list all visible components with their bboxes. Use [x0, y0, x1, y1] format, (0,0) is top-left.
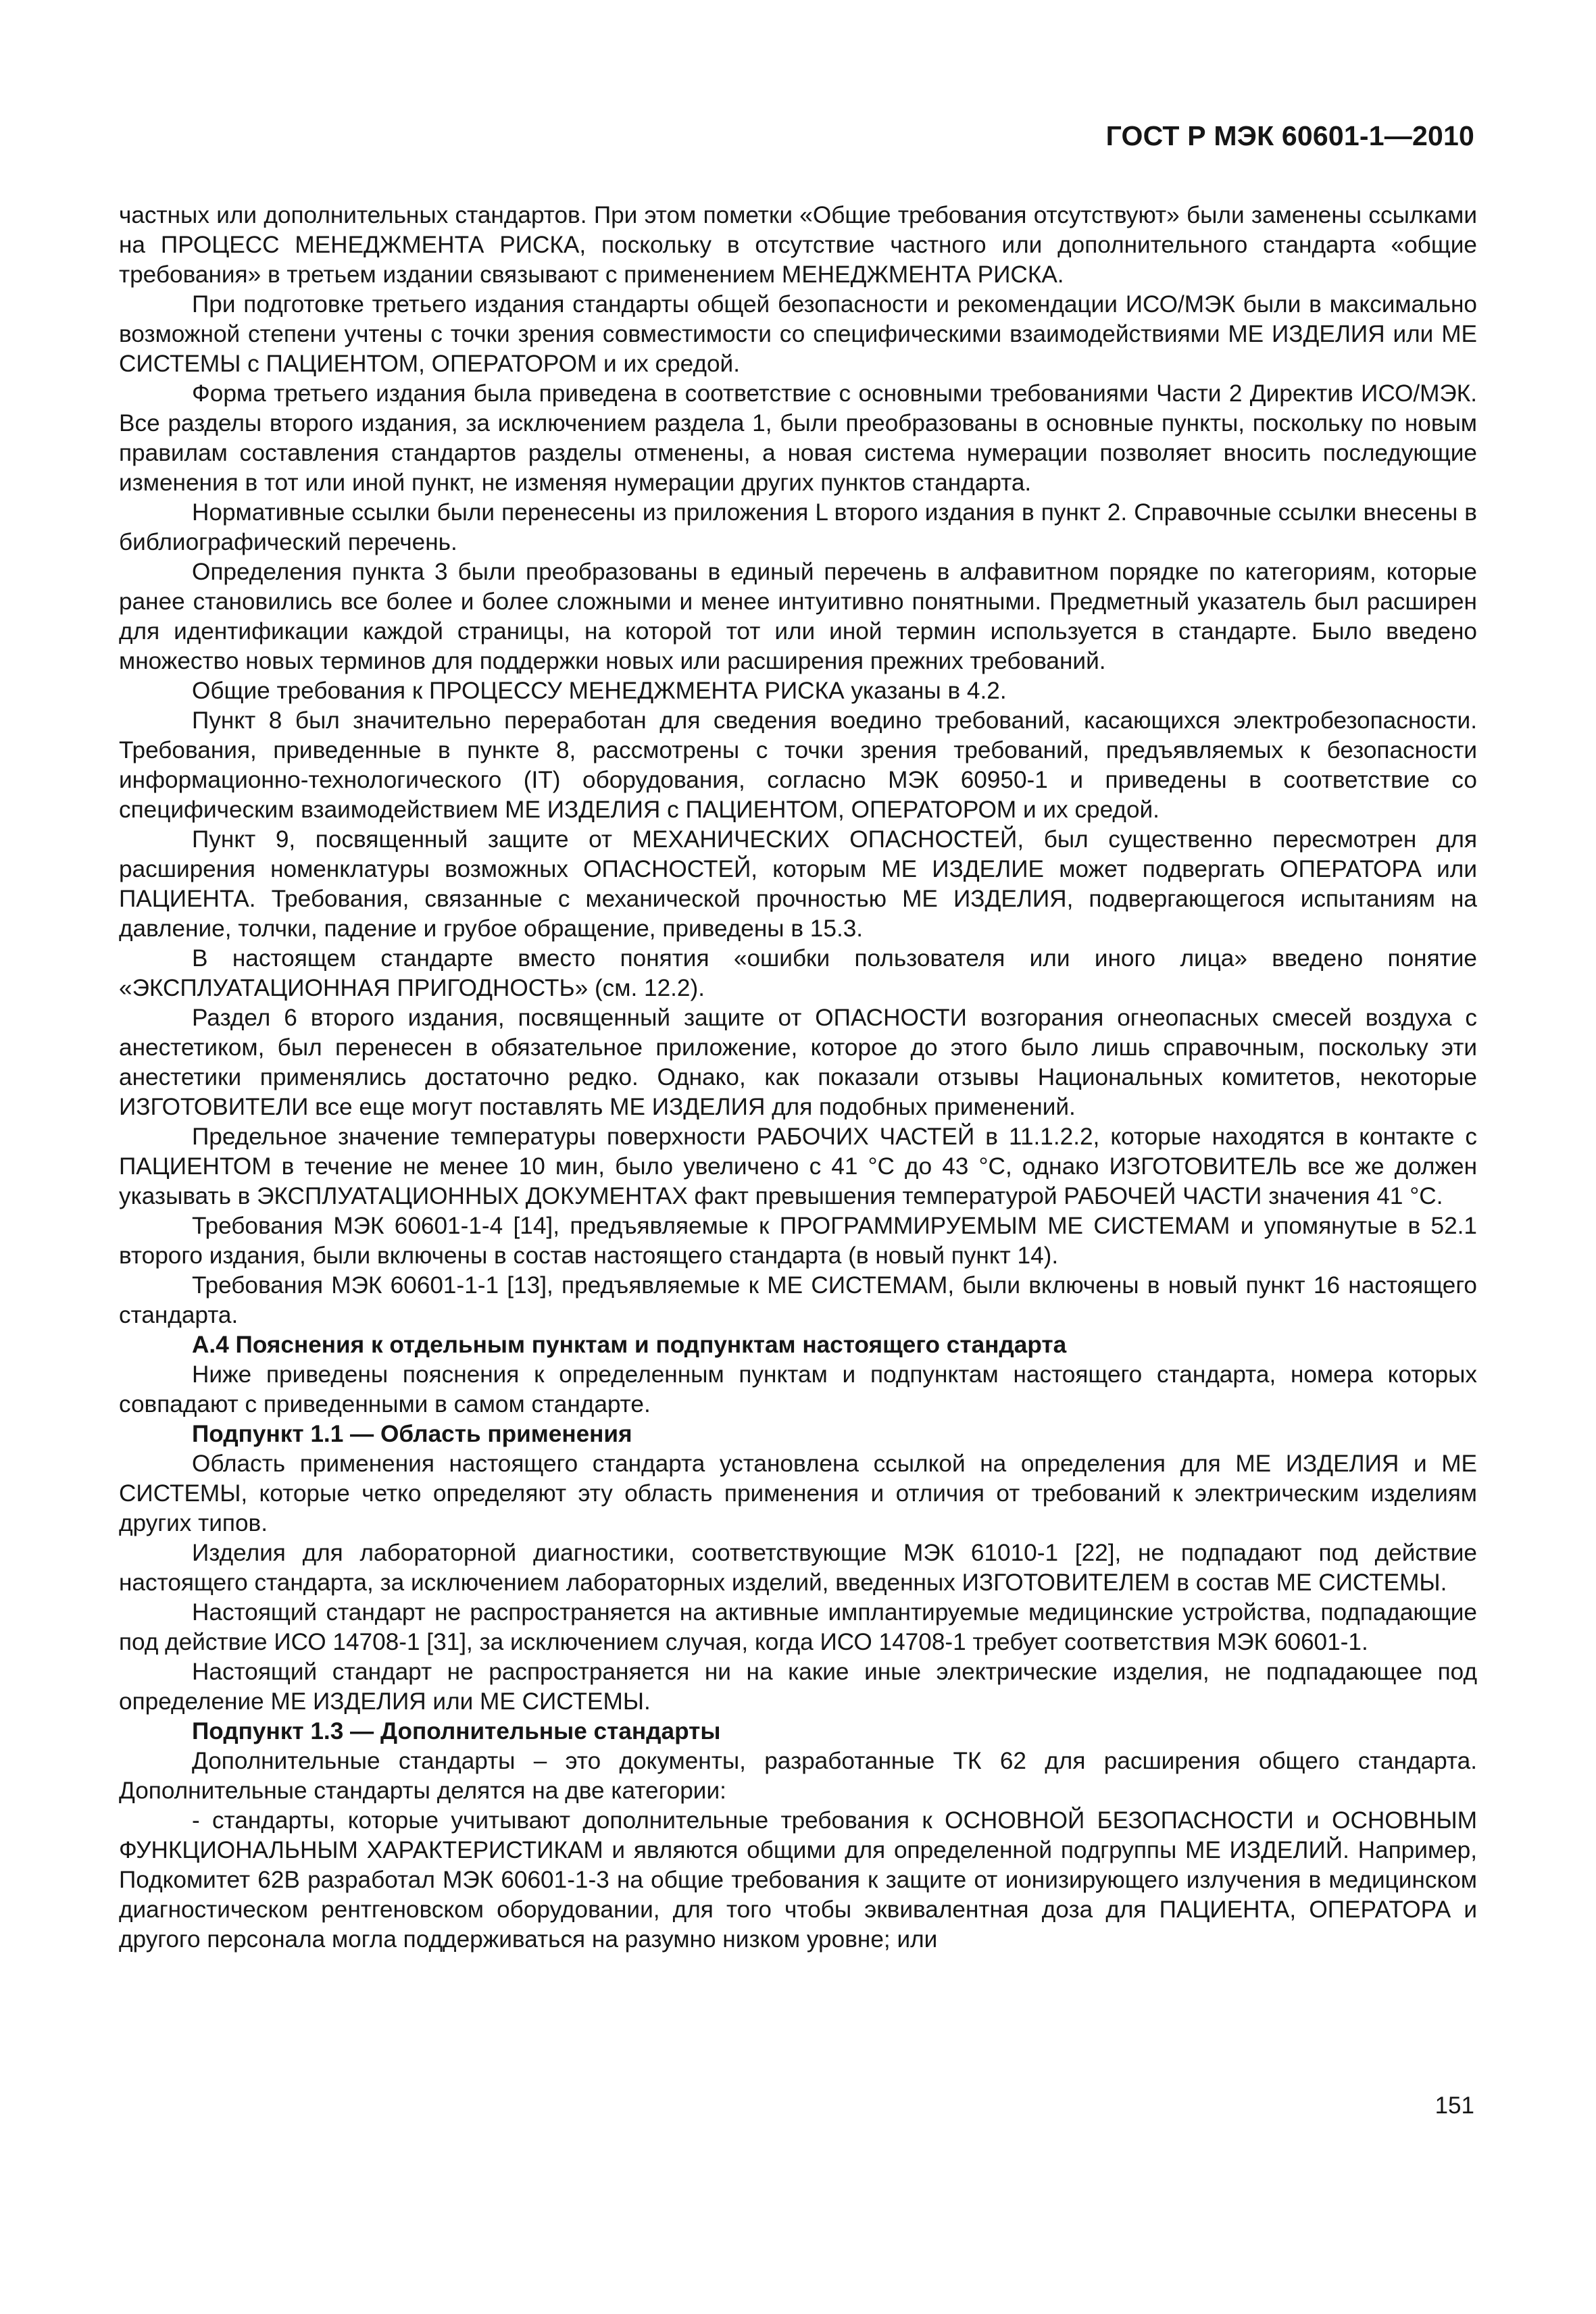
- paragraph: Определения пункта 3 были преобразованы в единый перечень в алфавитном порядке по категориям, которые ранее становились все более и более сложными и менее интуитивно понятными. Предметный указатель был расширен для идентификации каждой страницы, на которой тот или иной термин используется в стандарте. Было введено множество новых терминов для поддержки новых или расширения прежних требований.: [119, 559, 1477, 674]
- paragraph: При подготовке третьего издания стандарты общей безопасности и рекомендации ИСО/МЭК были в максимально возможной степени учтены с точки зрения совместимости со специфическими взаимодействиями МЕ ИЗДЕЛИЯ или МЕ СИСТЕМЫ с ПАЦИЕНТОМ, ОПЕРАТОРОМ и их средой.: [119, 291, 1477, 377]
- paragraph: В настоящем стандарте вместо понятия «ошибки пользователя или иного лица» введено понятие «ЭКСПЛУАТАЦИОННАЯ ПРИГОДНОСТЬ» (см. 12.2).: [119, 945, 1477, 1001]
- paragraph: Ниже приведены пояснения к определенным пунктам и подпунктам настоящего стандарта, номера которых совпадают с приведенными в самом стандарте.: [119, 1361, 1477, 1417]
- document-body: [119, 201, 1477, 1955]
- paragraph: - стандарты, которые учитывают дополнительные требования к ОСНОВНОЙ БЕЗОПАСНОСТИ и ОСНОВНЫМ ФУНКЦИОНАЛЬНЫМ ХАРАКТЕРИСТИКАМ и являются общими для определенной подгруппы МЕ ИЗДЕЛИЙ. Например, Подкомитет 62В разработал МЭК 60601-1-3 на общие требования к защите от ионизирующего излучения в медицинском диагностическом рентгеновском оборудовании, для того чтобы эквивалентная доза для ПАЦИЕНТА, ОПЕРАТОРА и другого персонала могла поддерживаться на разумно низком уровне; или: [119, 1807, 1477, 1953]
- paragraph: Пункт 8 был значительно переработан для сведения воедино требований, касающихся электробезопасности. Требования, приведенные в пункте 8, рассмотрены с точки зрения требований, предъявляемых к безопасности информационно-технологического (IT) оборудования, согласно МЭК 60950-1 и приведены в соответствие со специфическим взаимодействием МЕ ИЗДЕЛИЯ с ПАЦИЕНТОМ, ОПЕРАТОРОМ и их средой.: [119, 707, 1477, 823]
- paragraph: Предельное значение температуры поверхности РАБОЧИХ ЧАСТЕЙ в 11.1.2.2, которые находятся в контакте с ПАЦИЕНТОМ в течение не менее 10 мин, было увеличено с 41 °С до 43 °С, однако ИЗГОТОВИТЕЛЬ все же должен указывать в ЭКСПЛУАТАЦИОННЫХ ДОКУМЕНТАХ факт превышения температурой РАБОЧЕЙ ЧАСТИ значения 41 °С.: [119, 1124, 1477, 1209]
- paragraph: Требования МЭК 60601-1-4 [14], предъявляемые к ПРОГРАММИРУЕМЫМ МЕ СИСТЕМАМ и упомянутые в 52.1 второго издания, были включены в состав настоящего стандарта (в новый пункт 14).: [119, 1213, 1477, 1269]
- paragraph: Настоящий стандарт не распространяется ни на какие иные электрические изделия, не подпадающее под определение МЕ ИЗДЕЛИЯ или МЕ СИСТЕМЫ.: [119, 1659, 1477, 1715]
- paragraph: Пункт 9, посвященный защите от МЕХАНИЧЕСКИХ ОПАСНОСТЕЙ, был существенно пересмотрен для расширения номенклатуры возможных ОПАСНОСТЕЙ, которым МЕ ИЗДЕЛИЕ может подвергать ОПЕРАТОРА или ПАЦИЕНТА. Требования, связанные с механической прочностью МЕ ИЗДЕЛИЯ, подвергающегося испытаниям на давление, толчки, падение и грубое обращение, приведены в 15.3.: [119, 826, 1477, 942]
- page-number: 151: [1435, 2092, 1474, 2119]
- paragraph: Требования МЭК 60601-1-1 [13], предъявляемые к МЕ СИСТЕМАМ, были включены в новый пункт 16 настоящего стандарта.: [119, 1272, 1477, 1328]
- subsection-heading: Подпункт 1.3 — Дополнительные стандарты: [192, 1718, 721, 1744]
- paragraph: частных или дополнительных стандартов. При этом пометки «Общие требования отсутствуют» были заменены ссылками на ПРОЦЕСС МЕНЕДЖМЕНТА РИСКА, поскольку в отсутствие частного или дополнительного стандарта «общие требования» в третьем издании связывают с применением МЕНЕДЖМЕНТА РИСКА.: [119, 202, 1477, 288]
- paragraph: Изделия для лабораторной диагностики, соответствующие МЭК 61010-1 [22], не подпадают под действие настоящего стандарта, за исключением лабораторных изделий, введенных ИЗГОТОВИТЕЛЕМ в состав МЕ СИСТЕМЫ.: [119, 1540, 1477, 1596]
- paragraph: Нормативные ссылки были перенесены из приложения L второго издания в пункт 2. Справочные ссылки внесены в библиографический перечень.: [119, 499, 1477, 555]
- paragraph: Настоящий стандарт не распространяется на активные имплантируемые медицинские устройства, подпадающие под действие ИСО 14708-1 [31], за исключением случая, когда ИСО 14708-1 требует соответствия МЭК 60601-1.: [119, 1599, 1477, 1655]
- paragraph: Область применения настоящего стандарта установлена ссылкой на определения для МЕ ИЗДЕЛИЯ и МЕ СИСТЕМЫ, которые четко определяют эту область применения и отличия от требований к электрическим изделиям других типов.: [119, 1451, 1477, 1536]
- document-header: ГОСТ Р МЭК 60601-1—2010: [1105, 120, 1474, 151]
- paragraph: Раздел 6 второго издания, посвященный защите от ОПАСНОСТИ возгорания огнеопасных смесей воздуха с анестетиком, был перенесен в обязательное приложение, которое до этого было лишь справочным, поскольку эти анестетики применялись достаточно редко. Однако, как показали отзывы Национальных комитетов, некоторые ИЗГОТОВИТЕЛИ все еще могут поставлять МЕ ИЗДЕЛИЯ для подобных применений.: [119, 1005, 1477, 1120]
- section-heading: А.4 Пояснения к отдельным пунктам и подпунктам настоящего стандарта: [192, 1332, 1067, 1358]
- subsection-heading: Подпункт 1.1 — Область применения: [192, 1421, 632, 1447]
- paragraph: Дополнительные стандарты – это документы, разработанные ТК 62 для расширения общего стандарта. Дополнительные стандарты делятся на две категории:: [119, 1748, 1477, 1804]
- paragraph: Общие требования к ПРОЦЕССУ МЕНЕДЖМЕНТА РИСКА указаны в 4.2.: [192, 678, 1007, 704]
- paragraph: Форма третьего издания была приведена в соответствие с основными требованиями Части 2 Директив ИСО/МЭК. Все разделы второго издания, за исключением раздела 1, были преобразованы в основные пункты, поскольку по новым правилам составления стандартов разделы отменены, а новая система нумерации позволяет вносить последующие изменения в тот или иной пункт, не изменяя нумерации других пунктов стандарта.: [119, 380, 1477, 496]
